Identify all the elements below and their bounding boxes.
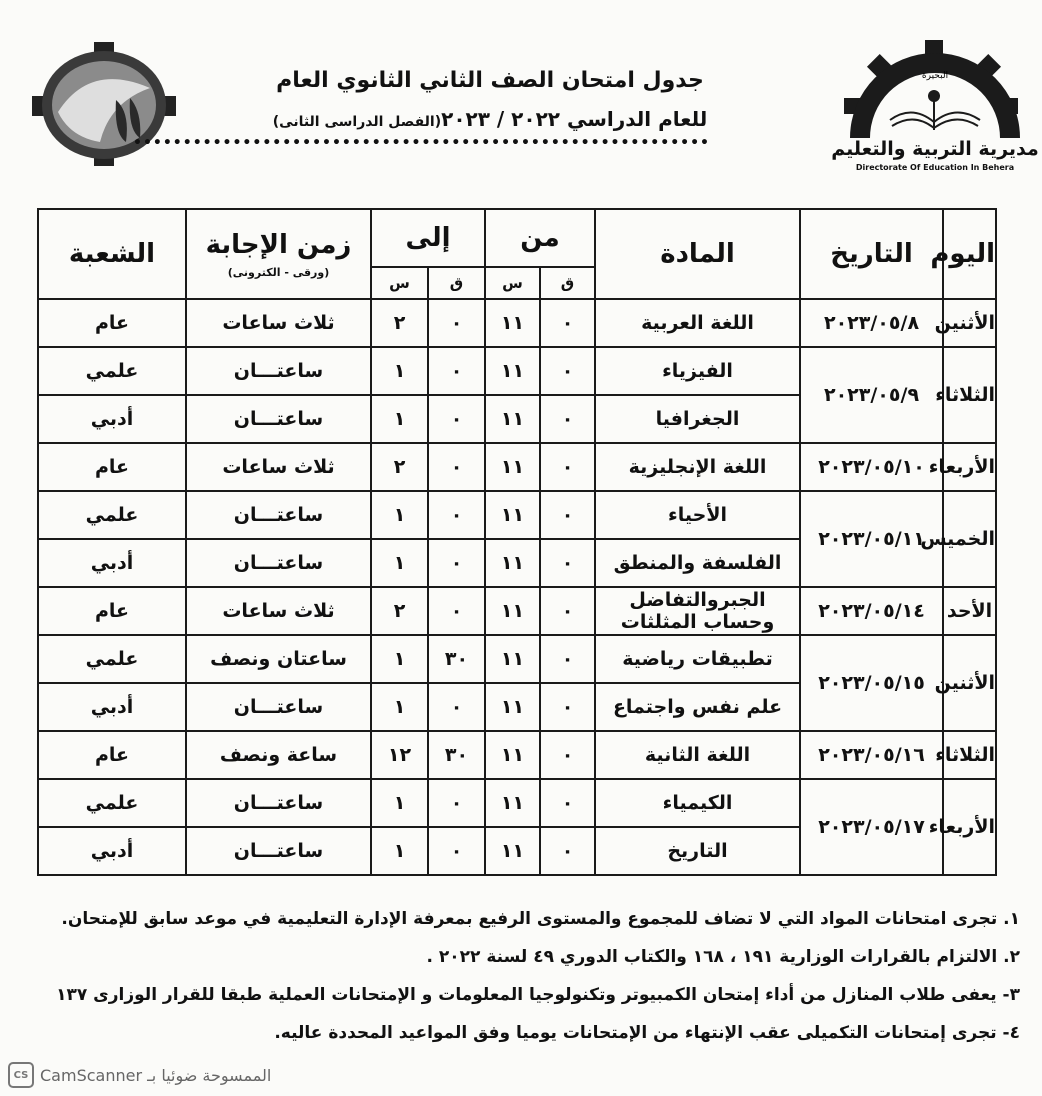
date-cell: ٢٠٢٣/٠٥/١٧ xyxy=(800,779,943,875)
header-branch: الشعبة xyxy=(38,209,186,299)
subject-cell: الجبروالتفاضل وحساب المثلثات xyxy=(595,587,800,635)
note-item: ١. تجرى امتحانات المواد التي لا تضاف للمجموع والمستوى الرفيع بمعرفة الإدارة التعليمية في موعد سابق للإمتحان. xyxy=(61,909,1020,929)
from-hour-cell: ١١ xyxy=(485,491,540,539)
header-to: إلى xyxy=(371,209,485,267)
duration-cell: ساعتـــان xyxy=(186,395,371,443)
to-minute-cell: ٠ xyxy=(428,347,485,395)
branch-cell: أدبي xyxy=(38,539,186,587)
from-hour-cell: ١١ xyxy=(485,587,540,635)
to-hour-cell: ١ xyxy=(371,347,428,395)
duration-cell: ساعتان ونصف xyxy=(186,635,371,683)
duration-cell: ساعتـــان xyxy=(186,683,371,731)
camscanner-text: CamScanner الممسوحة ضوئيا بـ xyxy=(40,1065,272,1085)
to-hour-cell: ٢ xyxy=(371,587,428,635)
from-minute-cell: ٠ xyxy=(540,635,595,683)
exam-table-body xyxy=(38,299,996,875)
date-cell: ٢٠٢٣/٠٥/١٤ xyxy=(800,587,943,635)
from-hour-cell: ١١ xyxy=(485,299,540,347)
header-from-minute: ق xyxy=(540,267,595,299)
table-row xyxy=(38,635,996,683)
branch-cell: أدبي xyxy=(38,395,186,443)
note-item: ٣- يعفى طلاب المنازل من أداء إمتحان الكمبيوتر وتكنولوجيا المعلومات و الإمتحانات العملية طبقا للقرار الوزارى ١٣٧ xyxy=(56,985,1020,1005)
day-cell: الأربعاء xyxy=(943,779,996,875)
from-minute-cell: ٠ xyxy=(540,731,595,779)
from-minute-cell: ٠ xyxy=(540,827,595,875)
svg-text:البحيرة: البحيرة xyxy=(921,71,949,81)
to-hour-cell: ١ xyxy=(371,779,428,827)
subject-cell: الفيزياء xyxy=(595,347,800,395)
exam-schedule-table xyxy=(37,208,997,876)
subject-cell: علم نفس واجتماع xyxy=(595,683,800,731)
subject-cell: الكيمياء xyxy=(595,779,800,827)
from-hour-cell: ١١ xyxy=(485,443,540,491)
to-hour-cell: ١ xyxy=(371,827,428,875)
date-cell: ٢٠٢٣/٠٥/٨ xyxy=(800,299,943,347)
duration-cell: ثلاث ساعات xyxy=(186,587,371,635)
duration-cell: ساعتـــان xyxy=(186,827,371,875)
from-hour-cell: ١١ xyxy=(485,347,540,395)
header-subject: المادة xyxy=(595,209,800,299)
to-minute-cell: ٣٠ xyxy=(428,635,485,683)
to-minute-cell: ٠ xyxy=(428,395,485,443)
camscanner-watermark xyxy=(8,1062,271,1088)
date-cell: ٢٠٢٣/٠٥/١٠ xyxy=(800,443,943,491)
subject-cell: اللغة الإنجليزية xyxy=(595,443,800,491)
term-label: (الفصل الدراسى الثانى) xyxy=(272,114,442,130)
day-cell: الثلاثاء xyxy=(943,731,996,779)
notes-list xyxy=(56,900,1020,1052)
duration-cell: ساعتـــان xyxy=(186,347,371,395)
day-cell: الأربعاء xyxy=(943,443,996,491)
subject-cell: التاريخ xyxy=(595,827,800,875)
page-title: جدول امتحان الصف الثاني الثانوي العام xyxy=(276,68,704,93)
day-cell: الأحد xyxy=(943,587,996,635)
header-from: من xyxy=(485,209,595,267)
to-hour-cell: ١ xyxy=(371,683,428,731)
table-row xyxy=(38,779,996,827)
header-duration-label: زمن الإجابة xyxy=(205,229,352,260)
camscanner-logo-icon: CS xyxy=(8,1062,34,1088)
from-minute-cell: ٠ xyxy=(540,395,595,443)
table-row xyxy=(38,587,996,635)
from-hour-cell: ١١ xyxy=(485,779,540,827)
page-subtitle xyxy=(270,107,710,131)
date-cell: ٢٠٢٣/٠٥/١٥ xyxy=(800,635,943,731)
directorate-logo xyxy=(830,38,1040,178)
duration-cell: ساعة ونصف xyxy=(186,731,371,779)
header-duration-note: (ورقى - الكترونى) xyxy=(227,265,330,279)
from-hour-cell: ١١ xyxy=(485,635,540,683)
branch-cell: أدبي xyxy=(38,683,186,731)
from-minute-cell: ٠ xyxy=(540,779,595,827)
header-day: اليوم xyxy=(943,209,996,299)
branch-cell: علمي xyxy=(38,635,186,683)
to-minute-cell: ٠ xyxy=(428,299,485,347)
table-row xyxy=(38,731,996,779)
from-minute-cell: ٠ xyxy=(540,299,595,347)
from-minute-cell: ٠ xyxy=(540,587,595,635)
to-hour-cell: ١ xyxy=(371,395,428,443)
subject-cell: الفلسفة والمنطق xyxy=(595,539,800,587)
day-cell: الثلاثاء xyxy=(943,347,996,443)
subject-cell: اللغة العربية xyxy=(595,299,800,347)
to-minute-cell: ٠ xyxy=(428,587,485,635)
branch-cell: علمي xyxy=(38,347,186,395)
branch-cell: عام xyxy=(38,299,186,347)
table-row xyxy=(38,491,996,539)
note-item: ٢. الالتزام بالقرارات الوزارية ١٩١ ، ١٦٨ والكتاب الدوري ٤٩ لسنة ٢٠٢٢ . xyxy=(426,947,1020,967)
date-cell: ٢٠٢٣/٠٥/١٦ xyxy=(800,731,943,779)
header-to-minute: ق xyxy=(428,267,485,299)
directorate-name: مديرية التربية والتعليم xyxy=(831,138,1039,160)
from-minute-cell: ٠ xyxy=(540,491,595,539)
from-hour-cell: ١١ xyxy=(485,827,540,875)
duration-cell: ساعتـــان xyxy=(186,539,371,587)
from-minute-cell: ٠ xyxy=(540,683,595,731)
header-to-hour: س xyxy=(371,267,428,299)
directorate-name-en: Directorate Of Education In Behera xyxy=(855,163,1015,172)
from-hour-cell: ١١ xyxy=(485,539,540,587)
to-minute-cell: ٠ xyxy=(428,683,485,731)
to-hour-cell: ٢ xyxy=(371,443,428,491)
branch-cell: علمي xyxy=(38,779,186,827)
duration-cell: ثلاث ساعات xyxy=(186,443,371,491)
from-minute-cell: ٠ xyxy=(540,443,595,491)
to-minute-cell: ٠ xyxy=(428,443,485,491)
subject-cell: اللغة الثانية xyxy=(595,731,800,779)
to-minute-cell: ٠ xyxy=(428,779,485,827)
from-minute-cell: ٠ xyxy=(540,347,595,395)
branch-cell: عام xyxy=(38,731,186,779)
dotted-separator: •••••••••••••••••••••••••••••••••••••••••••••••••••••••••• xyxy=(133,135,710,151)
from-minute-cell: ٠ xyxy=(540,539,595,587)
to-hour-cell: ١ xyxy=(371,539,428,587)
header-duration xyxy=(186,209,371,299)
branch-cell: أدبي xyxy=(38,827,186,875)
day-cell: الخميس xyxy=(943,491,996,587)
academic-year: للعام الدراسي ٢٠٢٢ / ٢٠٢٣ xyxy=(441,107,708,131)
to-minute-cell: ٣٠ xyxy=(428,731,485,779)
duration-cell: ثلاث ساعات xyxy=(186,299,371,347)
subject-cell: الجغرافيا xyxy=(595,395,800,443)
to-minute-cell: ٠ xyxy=(428,491,485,539)
subject-cell: تطبيقات رياضية xyxy=(595,635,800,683)
date-cell: ٢٠٢٣/٠٥/١١ xyxy=(800,491,943,587)
header-from-hour: س xyxy=(485,267,540,299)
from-hour-cell: ١١ xyxy=(485,683,540,731)
branch-cell: علمي xyxy=(38,491,186,539)
to-hour-cell: ٢ xyxy=(371,299,428,347)
branch-cell: عام xyxy=(38,443,186,491)
date-cell: ٢٠٢٣/٠٥/٩ xyxy=(800,347,943,443)
day-cell: الأثنين xyxy=(943,635,996,731)
to-minute-cell: ٠ xyxy=(428,827,485,875)
table-row xyxy=(38,443,996,491)
page-header xyxy=(0,0,1042,200)
duration-cell: ساعتـــان xyxy=(186,491,371,539)
table-row xyxy=(38,299,996,347)
to-hour-cell: ١ xyxy=(371,635,428,683)
day-cell: الأثنين xyxy=(943,299,996,347)
header-date: التاريخ xyxy=(800,209,943,299)
note-item: ٤- تجرى إمتحانات التكميلى عقب الإنتهاء من الإمتحانات يوميا وفق المواعيد المحددة عاليه. xyxy=(274,1023,1020,1043)
branch-cell: عام xyxy=(38,587,186,635)
from-hour-cell: ١١ xyxy=(485,395,540,443)
to-minute-cell: ٠ xyxy=(428,539,485,587)
table-row xyxy=(38,347,996,395)
to-hour-cell: ١ xyxy=(371,491,428,539)
to-hour-cell: ١٢ xyxy=(371,731,428,779)
duration-cell: ساعتـــان xyxy=(186,779,371,827)
subject-cell: الأحياء xyxy=(595,491,800,539)
from-hour-cell: ١١ xyxy=(485,731,540,779)
title-block xyxy=(133,68,710,151)
